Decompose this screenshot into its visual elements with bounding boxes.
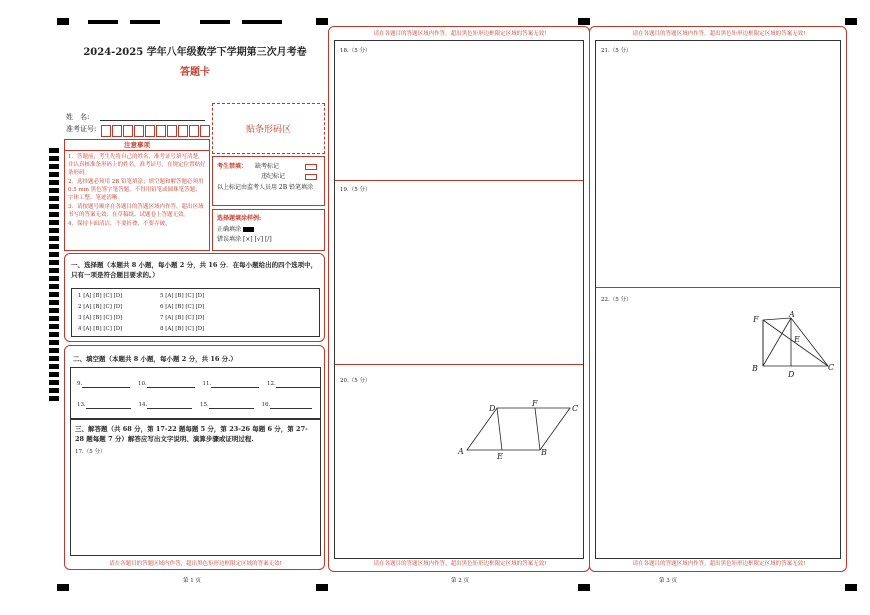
violation-label: 违纪标记 [261,173,286,180]
corner-mark [316,584,328,591]
timing-mark [130,20,160,24]
corner-mark [578,18,590,25]
wrong-fill-label: 错误填涂 [217,236,242,243]
answer-area-21-22 [595,40,841,559]
question-19-label: 19.（5 分） [340,187,371,193]
exam-subtitle: 答题卡 [180,67,210,78]
warning-text: 请在各题目的答题区域内作答，超出黑色矩形边框限定区域的答案无效! [632,561,806,567]
section-choice [64,253,325,342]
choice-row: 5 [A] [B] [C] [D] [160,293,205,299]
blank-12[interactable] [276,380,320,388]
choice-row: 7 [A] [B] [C] [D] [160,315,205,321]
fill-area: 9. 10. 11. 12. 13. 14. 15. 16. [70,367,321,419]
choice-row: 4 [A] [B] [C] [D] [78,326,123,332]
notice-item: 4．保持卡面清洁，不要折叠、不要弄破。 [68,221,171,227]
notice-item: 1．答题前，考生先将自己的姓名，准考证号填写清楚，并认真核准条形码上的姓名，准考证号，在规定位置贴好条形码。 [68,154,206,176]
answer-area-18[interactable] [335,41,583,181]
violation-box[interactable] [305,174,317,180]
warning-text: 请在各题目的答题区域内作答，超出黑色矩形边框限定区域的答案无效! [632,31,806,37]
timing-mark [88,20,118,24]
timing-mark [200,20,230,24]
answer-area-18-20 [334,40,584,559]
label-F: F [532,399,538,408]
wrong-fill-marks: [×] [√] [/] [242,236,272,243]
choice-options[interactable]: [A] [B] [C] [D] [83,304,123,310]
fill-sample-heading: 选择题填涂样例: [217,215,262,222]
page-number: 第 2 页 [451,578,469,584]
forbidden-note: 以上标记由监考人员用 2B 铅笔填涂 [217,184,314,191]
page-number: 第 1 页 [183,578,201,584]
figure-20-parallelogram [455,398,585,464]
label-E: E [497,452,503,461]
section-fill-and-answer [64,345,325,570]
choice-options[interactable]: [A] [B] [C] [D] [165,315,205,321]
page3-panel [589,26,847,572]
corner-mark [57,18,69,25]
notice-item: 3．请按题号顺序在各题目的答题区域内作答，超出区域书写的答案无效；在草稿纸、试题卷上答题无效。 [68,204,204,218]
question-18-label: 18.（5 分） [340,48,371,54]
blank-14[interactable] [147,401,192,409]
choice-grid [71,288,320,337]
section-answer-heading: 三、解答题（共 68 分，第 17-22 题每题 5 分，第 23-26 每题 6 分，第 27-28 题每题 7 分）解答应写出文字说明、演算步骤或证明过程. [75,425,308,443]
choice-row: 2 [A] [B] [C] [D] [78,304,123,310]
forbidden-box [212,156,325,206]
name-line[interactable] [100,120,205,121]
warning-text: 请在各题目的答题区域内作答，超出黑色矩形边框限定区域的答案无效! [373,561,547,567]
absent-label: 缺考标记 [254,163,279,170]
answer-area-21[interactable] [596,41,840,288]
choice-row: 6 [A] [B] [C] [D] [160,304,205,310]
label-B: B [541,448,547,457]
choice-options[interactable]: [A] [B] [C] [D] [165,293,205,299]
absent-box[interactable] [305,164,317,170]
label-D: D [788,370,795,379]
choice-options[interactable]: [A] [B] [C] [D] [165,326,205,332]
blank-9[interactable] [82,380,130,388]
choice-options[interactable]: [A] [B] [C] [D] [83,326,123,332]
choice-options[interactable]: [A] [B] [C] [D] [165,304,205,310]
name-label: 姓 名: [66,113,90,121]
blank-13[interactable] [86,401,131,409]
label-A: A [458,447,464,456]
ticket-label: 准考证号: [66,125,97,133]
correct-fill-label: 正确填涂 [217,226,242,233]
page-number: 第 3 页 [659,578,677,584]
notice-heading: 注意事项 [65,140,209,151]
question-21-label: 21.（5 分） [601,48,632,54]
corner-mark [316,18,328,25]
label-A: A [789,310,795,319]
answer-area-17[interactable] [70,419,321,556]
notice-item: 2．选择题必须用 2B 铅笔填涂；填空题和解答题必须用 0.5 mm 黑色签字笔答题，不得用铅笔或圆珠笔答题；字体工整、笔迹清晰。 [68,179,204,201]
forbidden-label: 考生禁填： [217,163,248,170]
blank-15[interactable] [209,401,254,409]
timing-mark [242,20,282,24]
notice-box [64,139,210,251]
label-E: E [794,335,800,344]
barcode-label: 贴条形码区 [245,125,291,135]
label-D: D [489,404,496,413]
figure-22-triangle [748,308,840,380]
barcode-area [212,103,325,154]
fill-sample-box [212,209,325,251]
warning-text: 请在各题目的答题区域内作答，超出黑色矩形边框限定区域的答案无效! [109,561,282,567]
choice-row: 1 [A] [B] [C] [D] [78,293,123,299]
label-C: C [828,363,835,372]
label-C: C [572,404,579,413]
corner-mark [845,18,857,25]
choice-row: 3 [A] [B] [C] [D] [78,315,123,321]
section-choice-heading: 一、选择题（本题共 8 小题，每小题 2 分，共 16 分．在每小题给出的四个选项中，只有一项是符合题目要求的。） [71,261,318,279]
question-20-label: 20.（5 分） [340,378,371,384]
section-fill-heading: 二、填空题（本题共 8 小题，每小题 2 分，共 16 分.） [73,355,237,363]
answer-area-19[interactable] [335,182,583,365]
label-B: B [752,364,758,373]
corner-mark [578,584,590,591]
timing-strip [49,148,59,413]
corner-mark [845,584,857,591]
choice-row: 8 [A] [B] [C] [D] [160,326,205,332]
blank-10[interactable] [147,380,195,388]
choice-options[interactable]: [A] [B] [C] [D] [83,315,123,321]
blank-16[interactable] [270,401,312,409]
warning-text: 请在各题目的答题区域内作答，超出黑色矩形边框限定区域的答案无效! [373,31,547,37]
choice-options[interactable]: [A] [B] [C] [D] [83,293,123,299]
blank-11[interactable] [211,380,259,388]
corner-mark [57,584,69,591]
exam-title: 2024-2025 学年八年级数学下学期第三次月考卷 [83,47,307,58]
question-22-label: 22.（5 分） [601,297,632,303]
label-F: F [753,315,759,324]
question-17-label: 17.（5 分） [75,449,106,455]
correct-fill-mark [243,227,254,232]
page2-panel [328,26,590,572]
